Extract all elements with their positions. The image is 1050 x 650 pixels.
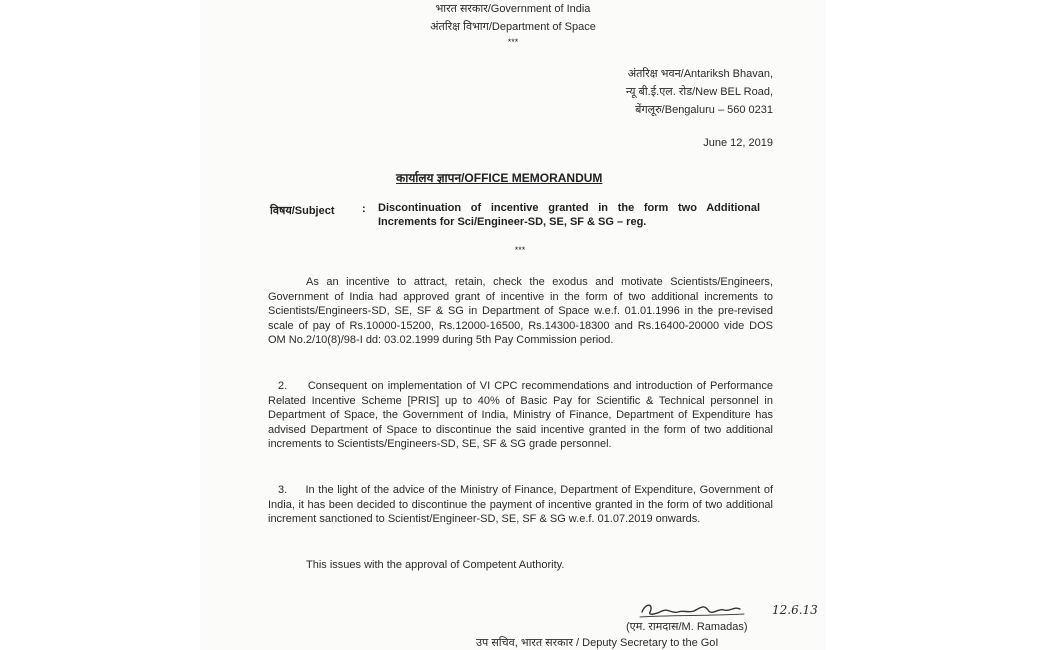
header-department: अंतरिक्ष विभाग/Department of Space — [430, 21, 596, 33]
address-line-3: बेंगलूरु/Bengaluru – 560 0231 — [635, 104, 773, 116]
header-government: भारत सरकार/Government of India — [435, 3, 591, 15]
memo-title: कार्यालय ज्ञापन/OFFICE MEMORANDUM — [396, 171, 603, 185]
address-line-1: अंतरिक्ष भवन/Antariksh Bhavan, — [627, 68, 773, 80]
signatory-designation: उप सचिव, भारत सरकार / Deputy Secretary to the GoI — [476, 637, 719, 649]
header-stars: *** — [507, 37, 519, 47]
paragraph-4: This issues with the approval of Competent Authority. — [306, 559, 565, 571]
memo-document — [200, 0, 826, 650]
subject-colon: : — [362, 203, 366, 215]
right-margin — [826, 0, 1050, 650]
paragraph-3: 3. In the light of the advice of the Ministry of Finance, Department of Expenditure, Government of India, it has been decided to discontinue the payment of incentive granted in the form of two additional increment sanctioned to Scientist/Engineer-SD, SE, SF & SG w.e.f. 01.07.2019 onwards. — [268, 484, 773, 526]
address-line-2: न्यू बी.ई.एल. रोड/New BEL Road, — [625, 86, 773, 98]
subject-text: Discontinuation of incentive granted in the form two Additional Increments for Sci/Engineer-SD, SE, SF & SG – reg. — [378, 202, 760, 228]
subject-label: विषय/Subject — [270, 205, 335, 217]
memo-date: June 12, 2019 — [703, 137, 773, 149]
paragraph-2: 2. Consequent on implementation of VI CPC recommendations and introduction of Performance Related Incentive Scheme [PRIS] up to 40% of Basic Pay for Scientific & Technical personnel in Department of Space, the Government of India, Ministry of Finance, Department of Expenditure has advised Department of Space to discontinue the said incentive granted in the form of two additional increments to Scientists/Engineers-SD, SE, SF & SG grade personnel. — [268, 380, 773, 451]
signatory-name: (एम. रामदास/M. Ramadas) — [626, 621, 748, 633]
left-margin — [0, 0, 200, 650]
paragraph-1: As an incentive to attract, retain, check the exodus and motivate Scientists/Engineers, Government of India had approved grant of incentive in the form of two additional increments to Scientists/Engineers-SD, SE, SF & SG in Department of Space w.e.f. 01.01.1996 in the pre-revised scale of pay of Rs.10000-15200, Rs.12000-16500, Rs.14300-18300 and Rs.16400-20000 vide DOS OM No.2/10(8)/98-I dd: 03.02.1999 during 5th Pay Commission period. — [268, 276, 773, 347]
subject-stars: *** — [514, 245, 526, 255]
handwritten-date: 12.6.13 — [772, 603, 818, 617]
